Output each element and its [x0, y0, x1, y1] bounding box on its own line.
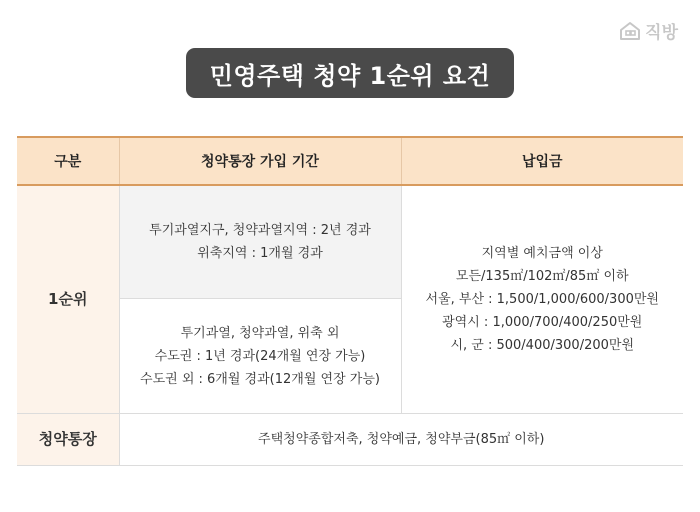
period-line: 투기과열지구, 청약과열지역 : 2년 경과: [149, 223, 371, 238]
deposit-line: 시, 군 : 500/400/300/200만원: [450, 338, 635, 353]
period-cell-other: [119, 299, 401, 414]
period-line: 수도권 외 : 6개월 경과(12개월 연장 가능): [140, 371, 380, 387]
requirements-table: [17, 136, 683, 466]
deposit-line: 모든/135㎡/102㎡/85㎡ 이하: [455, 269, 629, 284]
rank1-label: 1순위: [17, 185, 119, 414]
page-title: 민영주택 청약 1순위 요건: [186, 48, 514, 98]
period-line: 위축지역 : 1개월 경과: [197, 246, 323, 261]
account-value: 주택청약종합저축, 청약예금, 청약부금(85㎡ 이하): [119, 414, 683, 466]
deposit-line: 광역시 : 1,000/700/400/250만원: [442, 315, 643, 330]
header-deposit: 납입금: [401, 137, 683, 185]
deposit-cell: [401, 185, 683, 414]
period-line: 수도권 : 1년 경과(24개월 연장 가능): [154, 348, 366, 364]
period-line: 투기과열, 청약과열, 위축 외: [180, 325, 340, 341]
table-row: [17, 414, 683, 466]
period-cell-overheated: [119, 185, 401, 299]
table-row: [17, 185, 683, 299]
brand-name: 직방: [645, 23, 678, 43]
brand-logo: [619, 18, 678, 43]
house-logo-icon: [619, 21, 641, 41]
header-category: 구분: [17, 137, 119, 185]
header-period: 청약통장 가입 기간: [119, 137, 401, 185]
table-header-row: [17, 137, 683, 185]
account-label: 청약통장: [17, 414, 119, 466]
deposit-line: 지역별 예치금액 이상: [481, 246, 603, 261]
deposit-line: 서울, 부산 : 1,500/1,000/600/300만원: [425, 292, 659, 307]
